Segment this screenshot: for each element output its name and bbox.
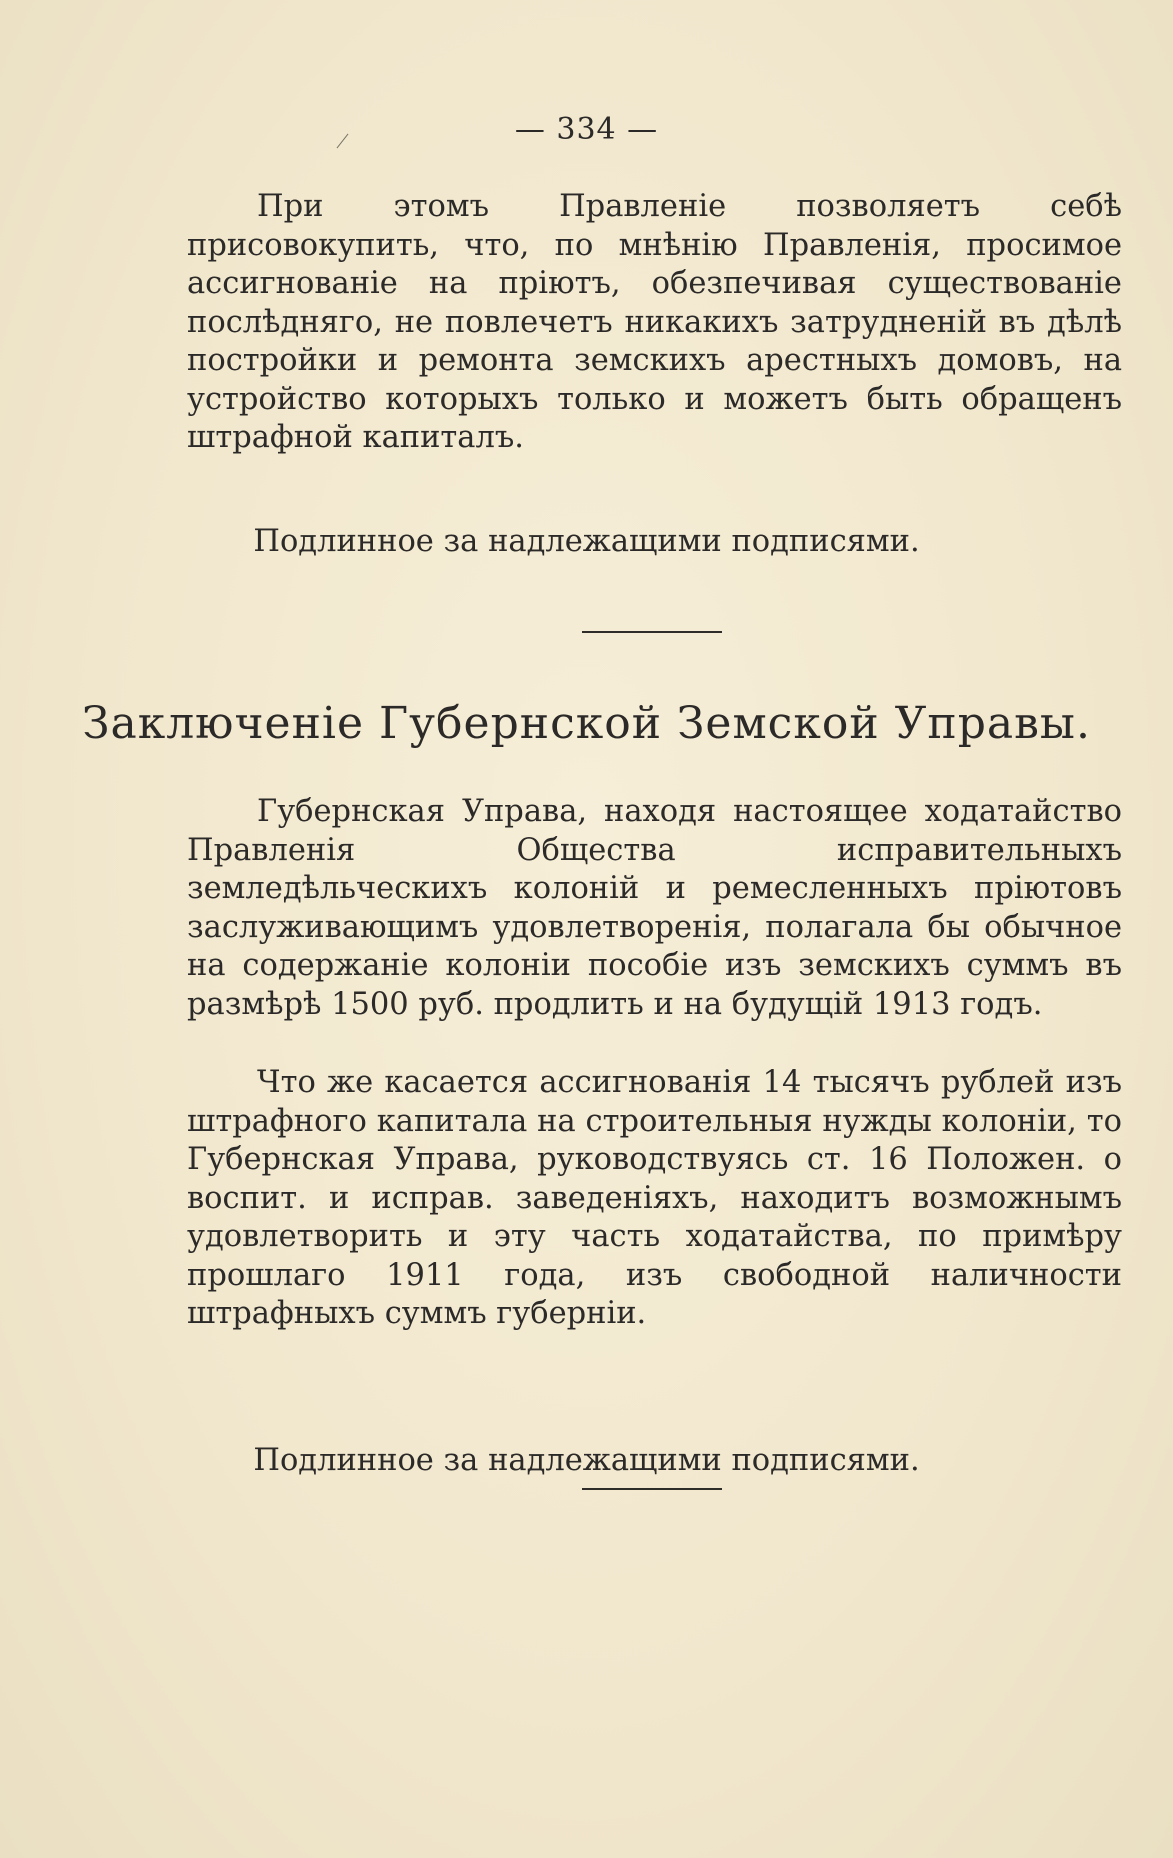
paragraph-board-remark: При этомъ Правленіе позволяетъ себѣ присовокупить, что, по мнѣнію Правленія, просимое ассигнованіе на пріютъ, обезпечивая существованіе послѣдняго, не повлечетъ никакихъ затрудненій въ дѣлѣ постройки и ремонта земскихъ арестныхъ домовъ, на устройство которыхъ только и можетъ быть обращенъ штрафной капиталъ. [187,189,1122,455]
paragraph-conclusion: Губернская Управа, находя настоящее ходатайство Правленія Общества исправительныхъ земледѣльческихъ колоній и ремесленныхъ пріютовъ заслуживающимъ удовлетворенія, полагала бы обычное на содержаніе колоніи пособіе изъ земскихъ суммъ въ размѣрѣ 1500 руб. продлить и на будущій 1913 годъ. [187,794,1122,1022]
section-heading: Заключеніе Губернской Земской Управы. [82,698,1091,749]
page-number: — 334 — [514,112,659,147]
signature-line-2: Подлинное за надлежащими подписями. [253,1443,920,1478]
section-divider-1 [582,631,722,633]
signature-line-1: Подлинное за надлежащими подписями. [253,524,920,559]
paragraph-allocation: Что же касается ассигнованія 14 тысячъ рублей изъ штрафного капитала на строительныя нужды колоніи, то Губернская Управа, руководствуясь ст. 16 Положен. о воспит. и исправ. заведеніяхъ, находитъ возможнымъ удовлетворить и эту часть ходатайства, по примѣру прошлаго 1911 года, изъ свободной наличности штрафныхъ суммъ губерніи. [187,1065,1122,1331]
section-divider-2 [582,1488,722,1490]
